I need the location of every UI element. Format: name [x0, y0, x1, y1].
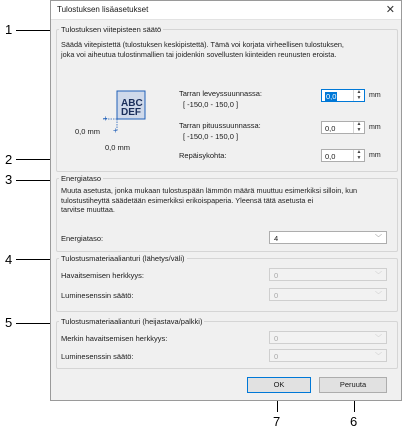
horizontal-range-label: [ -150,0 - 150,0 ]	[183, 100, 239, 109]
vertical-offset-spinner[interactable]	[321, 121, 365, 134]
mark-luminescence-select[interactable]	[269, 349, 387, 362]
mark-sensitivity-select[interactable]	[269, 331, 387, 344]
tear-off-unit: mm	[369, 152, 381, 159]
advanced-print-settings-dialog	[50, 0, 402, 401]
vertical-offset-value[interactable]: 0,0	[325, 124, 336, 133]
horizontal-offset-value[interactable]: 0,0	[326, 92, 337, 101]
chevron-down-icon: ﹀	[375, 235, 382, 242]
gap-sensitivity-select[interactable]	[269, 268, 387, 281]
gap-luminescence-value: 0	[274, 291, 279, 300]
energy-level-description: Muuta asetusta, jonka mukaan tulostuspään lämmön määrä muuttuu esimerkiksi silloin, kun tulostustiheyttä säädetään esimerkiksi erikoispaperia. Yleensä tätä asetusta ei tarvitse muuttaa.	[61, 186, 358, 214]
horizontal-unit: mm	[369, 92, 381, 99]
callout-4: 4	[5, 252, 13, 267]
tear-off-label: Repäisykohta:	[179, 151, 227, 160]
chevron-down-icon: ﹀	[375, 272, 382, 279]
energy-level-label: Energiataso:	[61, 234, 104, 243]
tear-off-spinner[interactable]	[321, 149, 365, 162]
ok-button[interactable]: OK	[247, 377, 311, 393]
gap-sensor-legend: Tulostusmateriaalianturi (lähetys/väli)	[61, 254, 185, 263]
svg-text:+: +	[103, 114, 108, 123]
dialog-title: Tulostuksen lisäasetukset	[57, 5, 149, 14]
reference-point-description: Säädä viitepistettä (tulostuksen keskipistettä). Tämä voi korjata virheellisen tulostuksen, joka voi aiheutua tulostinmallien tai joidenkin sovellusten kiinteiden reunusten eroista.	[61, 40, 344, 59]
mark-luminescence-label: Luminesenssin säätö:	[61, 352, 134, 361]
label-illustration-icon	[79, 85, 159, 151]
energy-level-select[interactable]	[269, 231, 387, 244]
spinner-arrows-icon[interactable]: ▲ ▼	[353, 90, 364, 101]
close-icon[interactable]: ✕	[385, 4, 395, 16]
spinner-arrows-icon[interactable]: ▲ ▼	[353, 122, 364, 133]
illustration-text-abc: ABC	[121, 98, 143, 109]
callout-5: 5	[5, 315, 13, 330]
illustration-bottom-label: 0,0 mm	[105, 143, 131, 152]
chevron-down-icon: ﹀	[375, 335, 382, 342]
svg-text:+: +	[113, 126, 118, 135]
vertical-offset-label: Tarran pituussuunnassa:	[179, 121, 261, 130]
energy-level-value: 4	[274, 234, 279, 243]
mark-sensitivity-value: 0	[274, 334, 279, 343]
gap-sensor-group	[56, 254, 398, 312]
callout-1: 1	[5, 22, 13, 37]
mark-sensitivity-label: Merkin havaitsemisen herkkyys:	[61, 334, 168, 343]
reference-point-illustration	[79, 85, 159, 151]
title-bar	[51, 1, 401, 20]
mark-luminescence-value: 0	[274, 352, 279, 361]
callout-2: 2	[5, 152, 13, 167]
illustration-left-label: 0,0 mm	[75, 127, 101, 136]
horizontal-offset-label: Tarran leveyssuunnassa:	[179, 89, 262, 98]
vertical-unit: mm	[369, 124, 381, 131]
vertical-range-label: [ -150,0 - 150,0 ]	[183, 132, 239, 141]
callout-3: 3	[5, 172, 13, 187]
gap-sensitivity-label: Havaitsemisen herkkyys:	[61, 271, 144, 280]
cancel-button[interactable]: Peruuta	[319, 377, 387, 393]
energy-level-legend: Energiataso	[61, 174, 102, 183]
spinner-arrows-icon[interactable]: ▲ ▼	[353, 150, 364, 161]
gap-luminescence-label: Luminesenssin säätö:	[61, 291, 134, 300]
mark-sensor-legend: Tulostusmateriaalianturi (heijastava/palkki)	[61, 317, 203, 326]
gap-sensitivity-value: 0	[274, 271, 279, 280]
callout-6: 6	[350, 414, 358, 429]
horizontal-offset-spinner[interactable]	[321, 89, 365, 102]
tear-off-value[interactable]: 0,0	[325, 152, 336, 161]
callout-7: 7	[273, 414, 281, 429]
illustration-text-def: DEF	[121, 107, 141, 118]
gap-luminescence-select[interactable]	[269, 288, 387, 301]
chevron-down-icon: ﹀	[375, 292, 382, 299]
chevron-down-icon: ﹀	[375, 353, 382, 360]
reference-point-legend: Tulostuksen viitepisteen säätö	[61, 25, 162, 34]
